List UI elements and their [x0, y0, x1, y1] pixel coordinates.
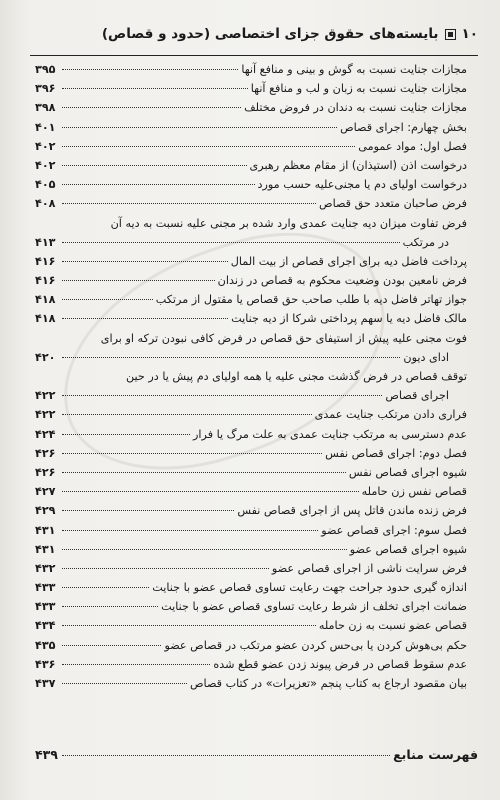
toc-entry-title: شیوه اجرای قصاص عضو — [349, 542, 467, 556]
toc-entry-page: ۴۳۳ — [35, 600, 56, 614]
toc-entry[interactable] — [35, 60, 467, 79]
toc-entry[interactable] — [35, 521, 467, 540]
dot-leader — [62, 242, 400, 243]
toc-entry-bibliography[interactable] — [35, 744, 478, 766]
toc-entry-title: ادای دیون — [403, 350, 449, 364]
toc-entry-title: مجازات جنایت نسبت به زبان و لب و منافع آنها — [250, 82, 467, 96]
toc-entry-page: ۴۳۱ — [35, 523, 56, 537]
dot-leader — [62, 107, 241, 108]
toc-entry-page: ۴۳۴ — [35, 619, 56, 633]
toc-entry[interactable] — [35, 501, 467, 520]
toc-entry-title: قصاص نفس زن حامله — [361, 485, 467, 499]
toc-entry-page: ۴۰۵ — [35, 178, 56, 192]
toc-entry[interactable] — [35, 540, 467, 559]
toc-entry[interactable] — [35, 636, 467, 655]
toc-entry-page: ۴۰۲ — [35, 158, 56, 172]
dot-leader — [62, 203, 316, 204]
dot-leader — [62, 530, 318, 531]
toc-entry-title: در مرتکب — [402, 235, 449, 249]
toc-entry[interactable] — [35, 578, 467, 597]
toc-entry-page: ۳۹۵ — [35, 63, 56, 76]
dot-leader — [62, 587, 149, 588]
toc-entry[interactable] — [35, 597, 467, 616]
dot-leader — [62, 434, 190, 435]
toc-entry-title: درخواست اذن (استیذان) از مقام معظم رهبری — [249, 158, 467, 172]
dot-leader — [62, 127, 337, 128]
toc-entry-title: مجازات جنایت نسبت به گوش و بینی و منافع آنها — [241, 63, 467, 76]
toc-entry-page: ۴۳۷ — [35, 677, 56, 690]
toc-entry-page: ۴۲۶ — [35, 465, 56, 479]
dot-leader — [62, 261, 228, 262]
toc-entry-page: ۴۰۲ — [35, 139, 56, 153]
toc-entry-page: ۴۱۸ — [35, 293, 56, 307]
toc-entry[interactable] — [35, 367, 467, 386]
toc-entry-title: فرض تفاوت میزان دیه جنایت عمدی وارد شده بر مجنی علیه نسبت به دیه آن — [110, 216, 467, 230]
header-rule — [30, 55, 478, 56]
toc-entry[interactable] — [35, 425, 467, 444]
toc-entry[interactable] — [35, 309, 467, 328]
toc-entry-title: ضمانت اجرای تخلف از شرط رعایت تساوی قصاص عضو با جنایت — [161, 600, 467, 614]
toc-entry-title: توقف قصاص در فرض گذشت مجنی علیه یا همه اولیای دم پیش یا در حین — [126, 370, 467, 383]
toc-entry-page: ۴۳۹ — [35, 747, 58, 762]
dot-leader — [62, 606, 158, 607]
toc-entry-title: فصل دوم: اجرای قصاص نفس — [325, 446, 467, 460]
toc-entry-title: قصاص عضو نسبت به زن حامله — [318, 619, 467, 633]
toc-entry-title: فصل اول: مواد عمومی — [358, 139, 467, 153]
toc-entry[interactable] — [35, 233, 467, 252]
toc-entry[interactable] — [35, 214, 467, 233]
toc-entry[interactable] — [35, 290, 467, 309]
toc-entry[interactable] — [35, 616, 467, 635]
toc-entry-title: فهرست منابع — [393, 747, 478, 762]
dot-leader — [62, 549, 347, 550]
toc-entry-page: ۴۱۸ — [35, 312, 56, 326]
dot-leader — [62, 664, 210, 665]
toc-entry-title: فصل سوم: اجرای قصاص عضو — [321, 523, 467, 537]
dot-leader — [62, 683, 187, 684]
toc-entry-title: مجازات جنایت نسبت به دندان در فروض مختلف — [244, 101, 467, 115]
toc-entry-title: بیان مقصود ارجاع به کتاب پنجم «تعزیرات» در کتاب قصاص — [190, 677, 467, 690]
toc-entry-page: ۴۳۵ — [35, 638, 56, 652]
dot-leader — [62, 146, 355, 147]
toc-entry[interactable] — [35, 482, 467, 501]
toc-entry-title: بخش چهارم: اجرای قصاص — [340, 120, 467, 134]
toc-entry-page: ۴۰۱ — [35, 120, 56, 134]
toc-entry[interactable] — [35, 194, 467, 213]
toc-entry[interactable] — [35, 674, 467, 693]
toc-entry[interactable] — [35, 348, 467, 367]
toc-entry-title: فرض صاحبان متعدد حق قصاص — [319, 197, 467, 211]
toc-entry[interactable] — [35, 252, 467, 271]
table-of-contents — [35, 60, 467, 693]
toc-entry-page: ۴۲۶ — [35, 446, 56, 460]
toc-entry-title: جواز تهاتر فاضل دیه با طلب صاحب حق قصاص یا مقتول از مرتکب — [155, 293, 467, 307]
toc-entry[interactable] — [35, 329, 467, 348]
toc-entry-page: ۴۱۶ — [35, 254, 56, 268]
book-title: بایسته‌های حقوق جزای اختصاصی (حدود و قصاص) — [101, 26, 439, 42]
toc-entry-page: ۴۲۹ — [35, 504, 56, 518]
toc-entry-title: عدم سقوط قصاص در فرض پیوند زدن عضو قطع شده — [213, 657, 467, 671]
toc-entry[interactable] — [35, 98, 467, 117]
dot-leader — [62, 472, 346, 473]
toc-entry-page: ۴۱۳ — [35, 235, 56, 249]
toc-entry[interactable] — [35, 405, 467, 424]
toc-entry-title: اجرای قصاص — [385, 389, 449, 403]
dot-leader — [62, 69, 238, 70]
toc-entry[interactable] — [35, 386, 467, 405]
toc-entry-title: عدم دسترسی به مرتکب جنایت عمدی به علت مرگ یا فرار — [193, 427, 467, 441]
toc-entry-page: ۴۳۶ — [35, 657, 56, 671]
toc-entry-title: فرض نامعین بودن وضعیت محکوم به قصاص در زندان — [217, 274, 467, 288]
toc-entry-title: فراری دادن مرتکب جنایت عمدی — [314, 408, 467, 422]
dot-leader — [62, 645, 161, 646]
dot-leader — [62, 510, 234, 511]
dot-leader — [62, 414, 312, 415]
toc-entry-page: ۴۳۱ — [35, 542, 56, 556]
toc-entry[interactable] — [35, 175, 467, 194]
toc-entry-page: ۴۲۴ — [35, 427, 56, 441]
toc-entry-page: ۴۲۲ — [35, 389, 56, 403]
dot-leader — [62, 357, 400, 358]
dot-leader — [62, 88, 248, 89]
toc-entry[interactable] — [35, 156, 467, 175]
toc-entry-title: فرض سرایت ناشی از اجرای قصاص عضو — [271, 561, 467, 575]
toc-entry-title: اندازه گیری حدود جراحت جهت رعایت تساوی قصاص عضو با جنایت — [152, 581, 467, 595]
toc-entry-title: مالک فاضل دیه یا سهم پرداختی شرکا از دیه جنایت — [231, 312, 467, 326]
dot-leader — [62, 318, 228, 319]
toc-entry-page: ۴۳۲ — [35, 561, 56, 575]
dot-leader — [62, 184, 255, 185]
square-ornament-icon — [445, 29, 456, 40]
toc-entry-page: ۴۲۷ — [35, 485, 56, 499]
toc-entry-page: ۳۹۸ — [35, 101, 56, 115]
toc-entry[interactable] — [35, 463, 467, 482]
toc-entry-title: فوت مجنی علیه پیش از استیفای حق قصاص در فرض کافی نبودن ترکه او برای — [100, 331, 467, 345]
toc-entry-title: حکم بی‌هوش کردن یا بی‌حس کردن عضو مرتکب در قصاص عضو — [164, 638, 467, 652]
toc-entry[interactable] — [35, 137, 467, 156]
toc-entry[interactable] — [35, 118, 467, 137]
toc-entry[interactable] — [35, 559, 467, 578]
toc-entry-title: فرض زنده ماندن قاتل پس از اجرای قصاص نفس — [237, 504, 467, 518]
dot-leader — [62, 568, 269, 569]
toc-entry-page: ۴۳۳ — [35, 581, 56, 595]
dot-leader — [62, 625, 316, 626]
dot-leader — [62, 395, 382, 396]
toc-entry[interactable] — [35, 444, 467, 463]
toc-entry-title: شیوه اجرای قصاص نفس — [348, 465, 467, 479]
dot-leader — [62, 299, 153, 300]
toc-entry[interactable] — [35, 655, 467, 674]
page-number: ۱۰ — [461, 26, 478, 42]
dot-leader — [62, 280, 215, 281]
toc-entry-page: ۳۹۶ — [35, 82, 56, 96]
toc-entry[interactable] — [35, 271, 467, 290]
dot-leader — [62, 491, 359, 492]
toc-entry-page: ۴۲۰ — [35, 350, 56, 364]
toc-entry-title: پرداخت فاضل دیه برای اجرای قصاص از بیت المال — [230, 254, 467, 268]
toc-entry[interactable] — [35, 79, 467, 98]
dot-leader — [62, 755, 390, 756]
toc-entry-page: ۴۱۶ — [35, 274, 56, 288]
toc-entry-page: ۴۰۸ — [35, 197, 56, 211]
dot-leader — [62, 165, 247, 166]
running-header — [30, 16, 478, 52]
toc-entry-page: ۴۲۲ — [35, 408, 56, 422]
dot-leader — [62, 453, 322, 454]
toc-entry-title: درخواست اولیای دم یا مجنی‌علیه حسب مورد — [257, 178, 467, 192]
